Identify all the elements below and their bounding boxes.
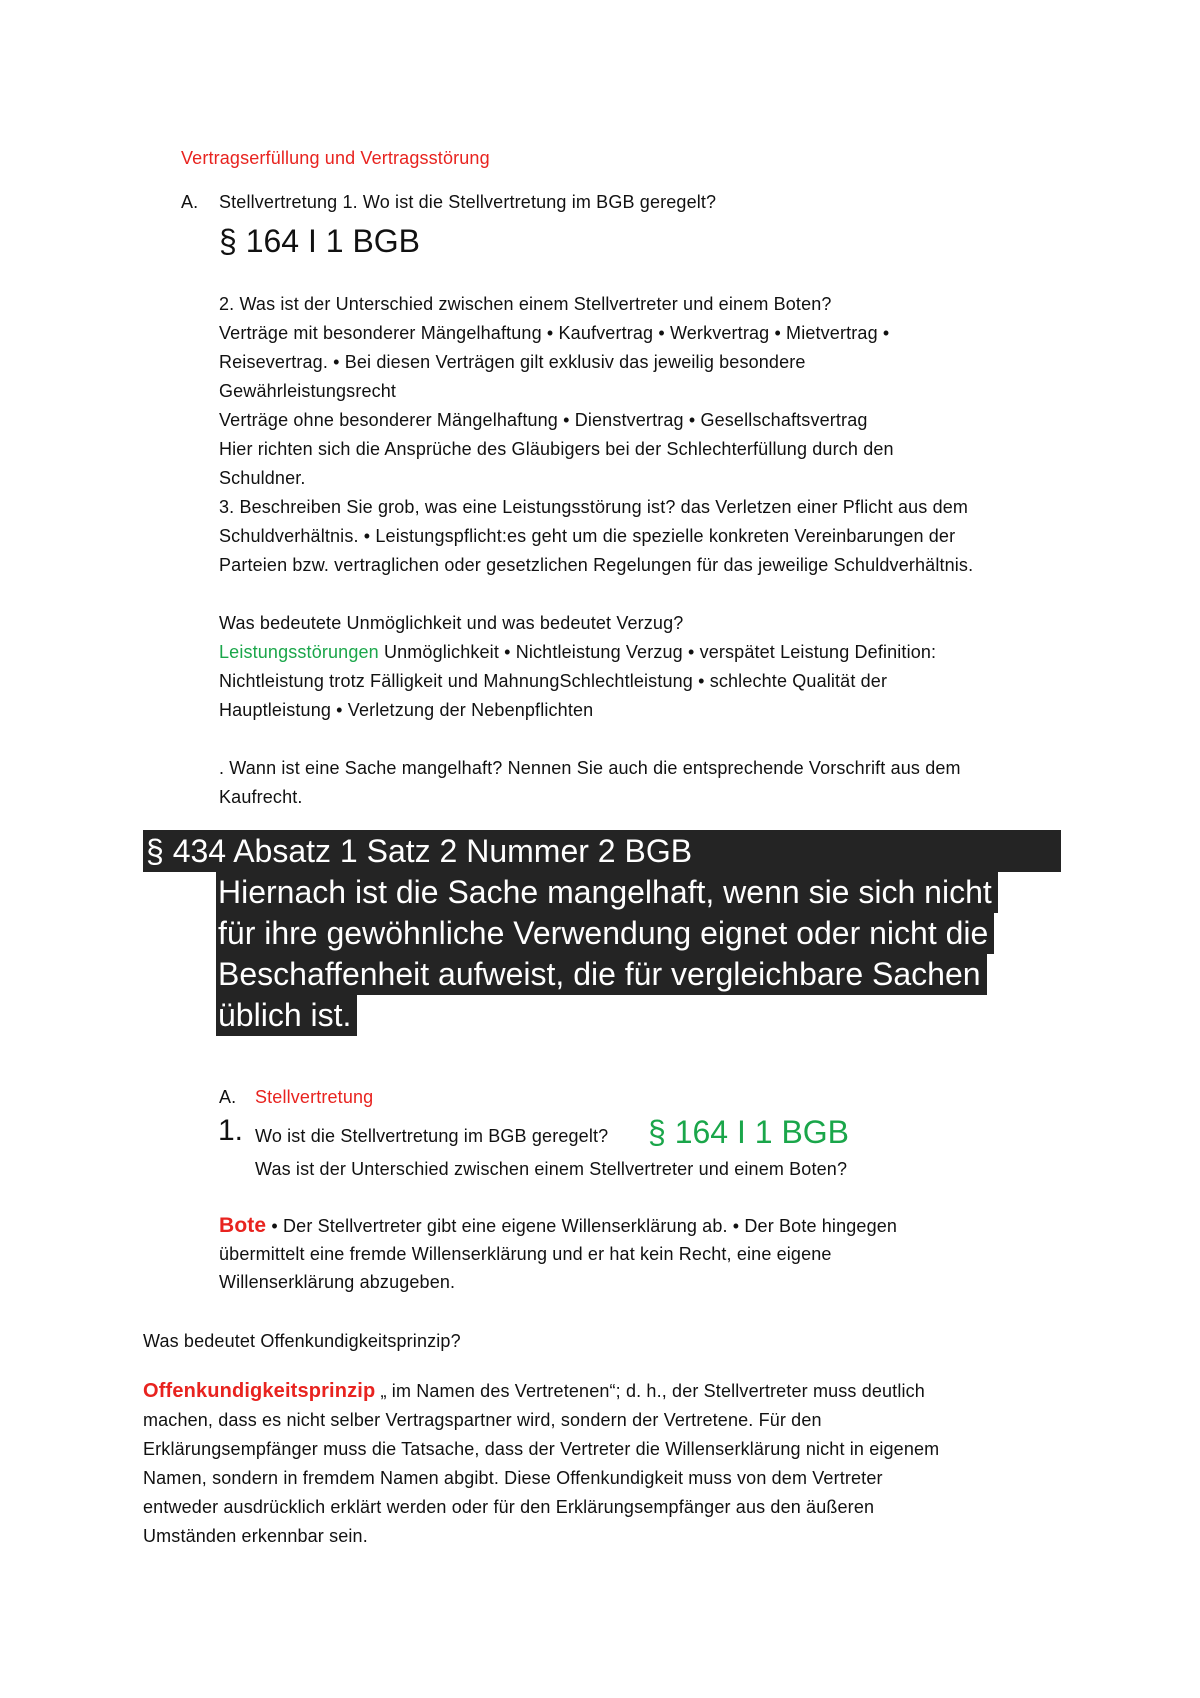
bote-label: Bote <box>219 1214 267 1237</box>
section-a-marker: A. <box>181 192 199 212</box>
leistungsstoerungen-text: Unmöglichkeit • Nichtleistung Verzug • verspätet Leistung Definition: <box>378 642 937 662</box>
text-line: Verträge mit besonderer Mängelhaftung • Kaufvertrag • Werkvertrag • Mietvertrag • <box>219 323 890 343</box>
question-1: Stellvertretung 1. Wo ist die Stellvertretung im BGB geregelt? <box>219 192 717 212</box>
text-line: Nichtleistung trotz Fälligkeit und MahnungSchlechtleistung • schlechte Qualität der <box>219 671 888 691</box>
leistungsstoerungen-label: Leistungsstörungen <box>219 642 379 662</box>
offenkundigkeit-label: Offenkundigkeitsprinzip <box>143 1380 376 1402</box>
text-line: Gewährleistungsrecht <box>219 381 397 401</box>
text-line: Reisevertrag. • Bei diesen Verträgen gilt exklusiv das jeweilig besondere <box>219 352 806 372</box>
text-line <box>219 638 936 666</box>
text-line <box>143 1377 925 1405</box>
text-line: Hier richten sich die Ansprüche des Gläubigers bei der Schlechterfüllung durch den <box>219 439 894 459</box>
highlight-line: Beschaffenheit aufweist, die für vergleichbare Sachen <box>216 954 987 995</box>
highlight-line: üblich ist. <box>216 995 357 1036</box>
text-line: Willenserklärung abzugeben. <box>219 1272 456 1292</box>
text-line: Verträge ohne besonderer Mängelhaftung • Dienstvertrag • Gesellschaftsvertrag <box>219 410 868 430</box>
list-number: 1. <box>218 1114 244 1147</box>
highlight-heading-bar <box>143 830 1061 872</box>
bote-text: • Der Stellvertreter gibt eine eigene Willenserklärung ab. • Der Bote hingegen <box>266 1216 898 1236</box>
question-mangel: Kaufrecht. <box>219 787 303 807</box>
offenkundigkeit-text: „ im Namen des Vertretenen“; d. h., der Stellvertreter muss deutlich <box>375 1381 925 1401</box>
text-line <box>219 1212 897 1240</box>
question-unmoeglichkeit: Was bedeutete Unmöglichkeit und was bedeutet Verzug? <box>219 613 684 633</box>
text-line: Parteien bzw. vertraglichen oder gesetzlichen Regelungen für das jeweilige Schuldverhältnis. <box>219 555 974 575</box>
answer-164: § 164 I 1 BGB <box>648 1114 850 1150</box>
text-line: Schuldverhältnis. • Leistungspflicht:es geht um die spezielle konkreten Vereinbarungen der <box>219 526 956 546</box>
document-title: Vertragserfüllung und Vertragsstörung <box>181 148 490 168</box>
question-unterschied: Was ist der Unterschied zwischen einem Stellvertreter und einem Boten? <box>255 1159 848 1179</box>
question-offenkundigkeit: Was bedeutet Offenkundigkeitsprinzip? <box>143 1331 461 1351</box>
highlight-line: Hiernach ist die Sache mangelhaft, wenn sie sich nicht <box>216 872 998 913</box>
text-line: 3. Beschreiben Sie grob, was eine Leistungsstörung ist? das Verletzen einer Pflicht aus dem <box>219 497 969 517</box>
text-line: Schuldner. <box>219 468 306 488</box>
highlight-heading: § 434 Absatz 1 Satz 2 Nummer 2 BGB <box>146 833 693 869</box>
section-heading-stellvertretung: Stellvertretung <box>255 1087 374 1107</box>
section-a-marker: A. <box>219 1087 237 1107</box>
answer-1: § 164 I 1 BGB <box>219 223 421 259</box>
highlight-line: für ihre gewöhnliche Verwendung eignet oder nicht die <box>216 913 994 954</box>
text-line: übermittelt eine fremde Willenserklärung und er hat kein Recht, eine eigene <box>219 1244 832 1264</box>
text-line: Namen, sondern in fremdem Namen abgibt. Diese Offenkundigkeit muss von dem Vertreter <box>143 1468 883 1488</box>
text-line: Erklärungsempfänger muss die Tatsache, dass der Vertreter die Willenserklärung nicht in eigenem <box>143 1439 940 1459</box>
question-mangel: . Wann ist eine Sache mangelhaft? Nennen Sie auch die entsprechende Vorschrift aus dem <box>219 758 961 778</box>
text-line: Umständen erkennbar sein. <box>143 1526 368 1546</box>
text-line: entweder ausdrücklich erklärt werden oder für den Erklärungsempfänger aus den äußeren <box>143 1497 875 1517</box>
text-line: Hauptleistung • Verletzung der Nebenpflichten <box>219 700 594 720</box>
text-line: 2. Was ist der Unterschied zwischen einem Stellvertreter und einem Boten? <box>219 294 832 314</box>
text-line: machen, dass es nicht selber Vertragspartner wird, sondern der Vertretene. Für den <box>143 1410 822 1430</box>
question-stellvertretung: Wo ist die Stellvertretung im BGB geregelt? <box>255 1126 609 1146</box>
